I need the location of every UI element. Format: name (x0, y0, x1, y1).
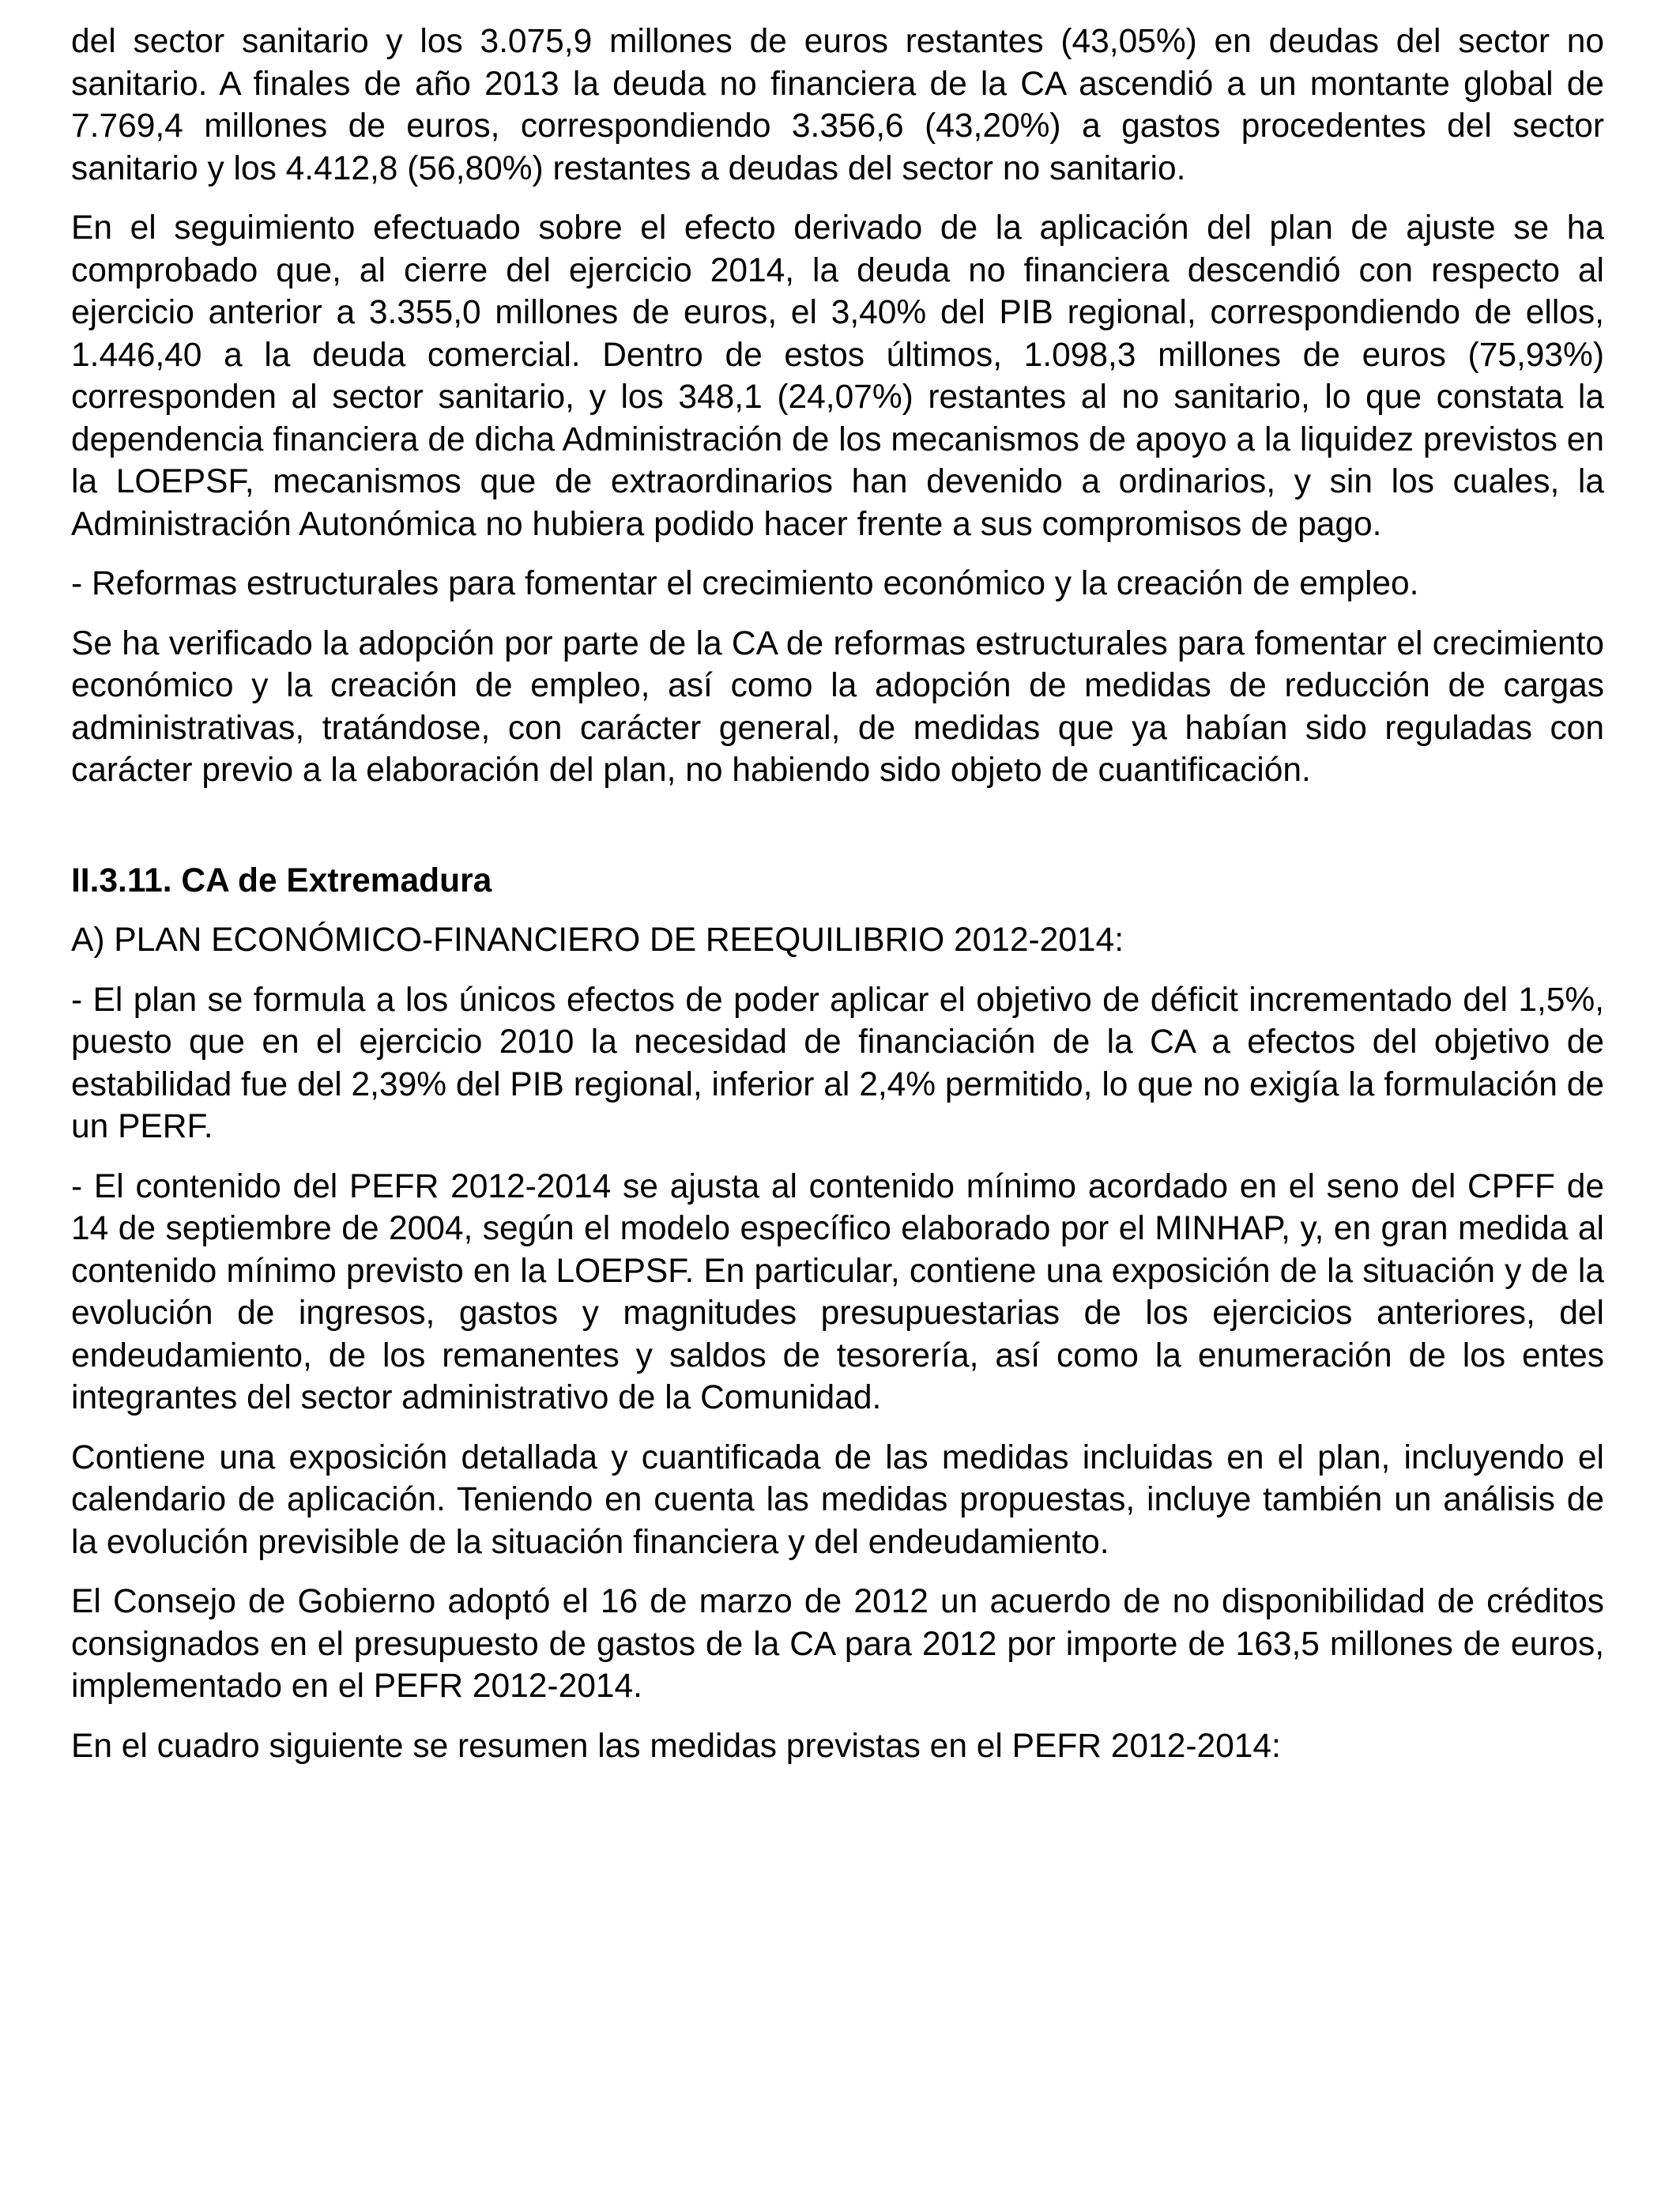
paragraph-plan-measures: Contiene una exposición detallada y cuantificada de las medidas incluidas en el plan, incluyendo el calendario de aplicación. Teniendo en cuenta las medidas propuestas, incluye también un análisis de la evolución previsible de la situación financiera y del endeudamiento. (71, 1438, 1604, 1561)
paragraph-debt-2014-followup: En el seguimiento efectuado sobre el efecto derivado de la aplicación del plan de ajuste se ha comprobado que, al cierre del ejercicio 2014, la deuda no financiera descendió con respecto al ejercicio anterior a 3.355,0 millones de euros, el 3,40% del PIB regional, correspondiendo de ellos, 1.446,40 a la deuda comercial. Dentro de estos últimos, 1.098,3 millones de euros (75,93%) corresponden al sector sanitario, y los 348,1 (24,07%) restantes al no sanitario, lo que constata la dependencia financiera de dicha Administración de los mecanismos de apoyo a la liquidez previstos en la LOEPSF, mecanismos que de extraordinarios han devenido a ordinarios, y sin los cuales, la Administración Autonómica no hubiera podido hacer frente a sus compromisos de pago. (71, 209, 1604, 543)
paragraph-structural-reforms-title: - Reformas estructurales para fomentar el crecimiento económico y la creación de empleo. (71, 565, 1419, 602)
document-page (71, 21, 1604, 1767)
paragraph-structural-reforms-body: Se ha verificado la adopción por parte de la CA de reformas estructurales para fomentar el crecimiento económico y la creación de empleo, así como la adopción de medidas de reducción de cargas administrativas, tratándose, con carácter general, de medidas que ya habían sido reguladas con carácter previo a la elaboración del plan, no habiendo sido objeto de cuantificación. (71, 624, 1604, 789)
paragraph-plan-purpose: - El plan se formula a los únicos efectos de poder aplicar el objetivo de déficit incrementado del 1,5%, puesto que en el ejercicio 2010 la necesidad de financiación de la CA a efectos del objetivo de estabilidad fue del 2,39% del PIB regional, inferior al 2,4% permitido, lo que no exigía la formulación de un PERF. (71, 981, 1604, 1145)
paragraph-debt-2013: del sector sanitario y los 3.075,9 millones de euros restantes (43,05%) en deudas del sector no sanitario. A finales de año 2013 la deuda no financiera de la CA ascendió a un montante global de 7.769,4 millones de euros, correspondiendo 3.356,6 (43,20%) a gastos procedentes del sector sanitario y los 4.412,8 (56,80%) restantes a deudas del sector no sanitario. (71, 23, 1604, 187)
paragraph-council-agreement: El Consejo de Gobierno adoptó el 16 de marzo de 2012 un acuerdo de no disponibilidad de créditos consignados en el presupuesto de gastos de la CA para 2012 por importe de 163,5 millones de euros, implementado en el PEFR 2012-2014. (71, 1583, 1604, 1705)
paragraph-plan-content: - El contenido del PEFR 2012-2014 se ajusta al contenido mínimo acordado en el seno del CPFF de 14 de septiembre de 2004, según el modelo específico elaborado por el MINHAP, y, en gran medida al contenido mínimo previsto en la LOEPSF. En particular, contiene una exposición de la situación y de la evolución de ingresos, gastos y magnitudes presupuestarias de los ejercicios anteriores, del endeudamiento, de los remanentes y saldos de tesorería, así como la enumeración de los entes integrantes del sector administrativo de la Comunidad. (71, 1167, 1604, 1416)
paragraph-table-intro: En el cuadro siguiente se resumen las medidas previstas en el PEFR 2012-2014: (71, 1727, 1281, 1765)
section-heading-extremadura: II.3.11. CA de Extremadura (71, 861, 492, 899)
paragraph-plan-title: A) PLAN ECONÓMICO-FINANCIERO DE REEQUILIBRIO 2012-2014: (71, 922, 1124, 959)
